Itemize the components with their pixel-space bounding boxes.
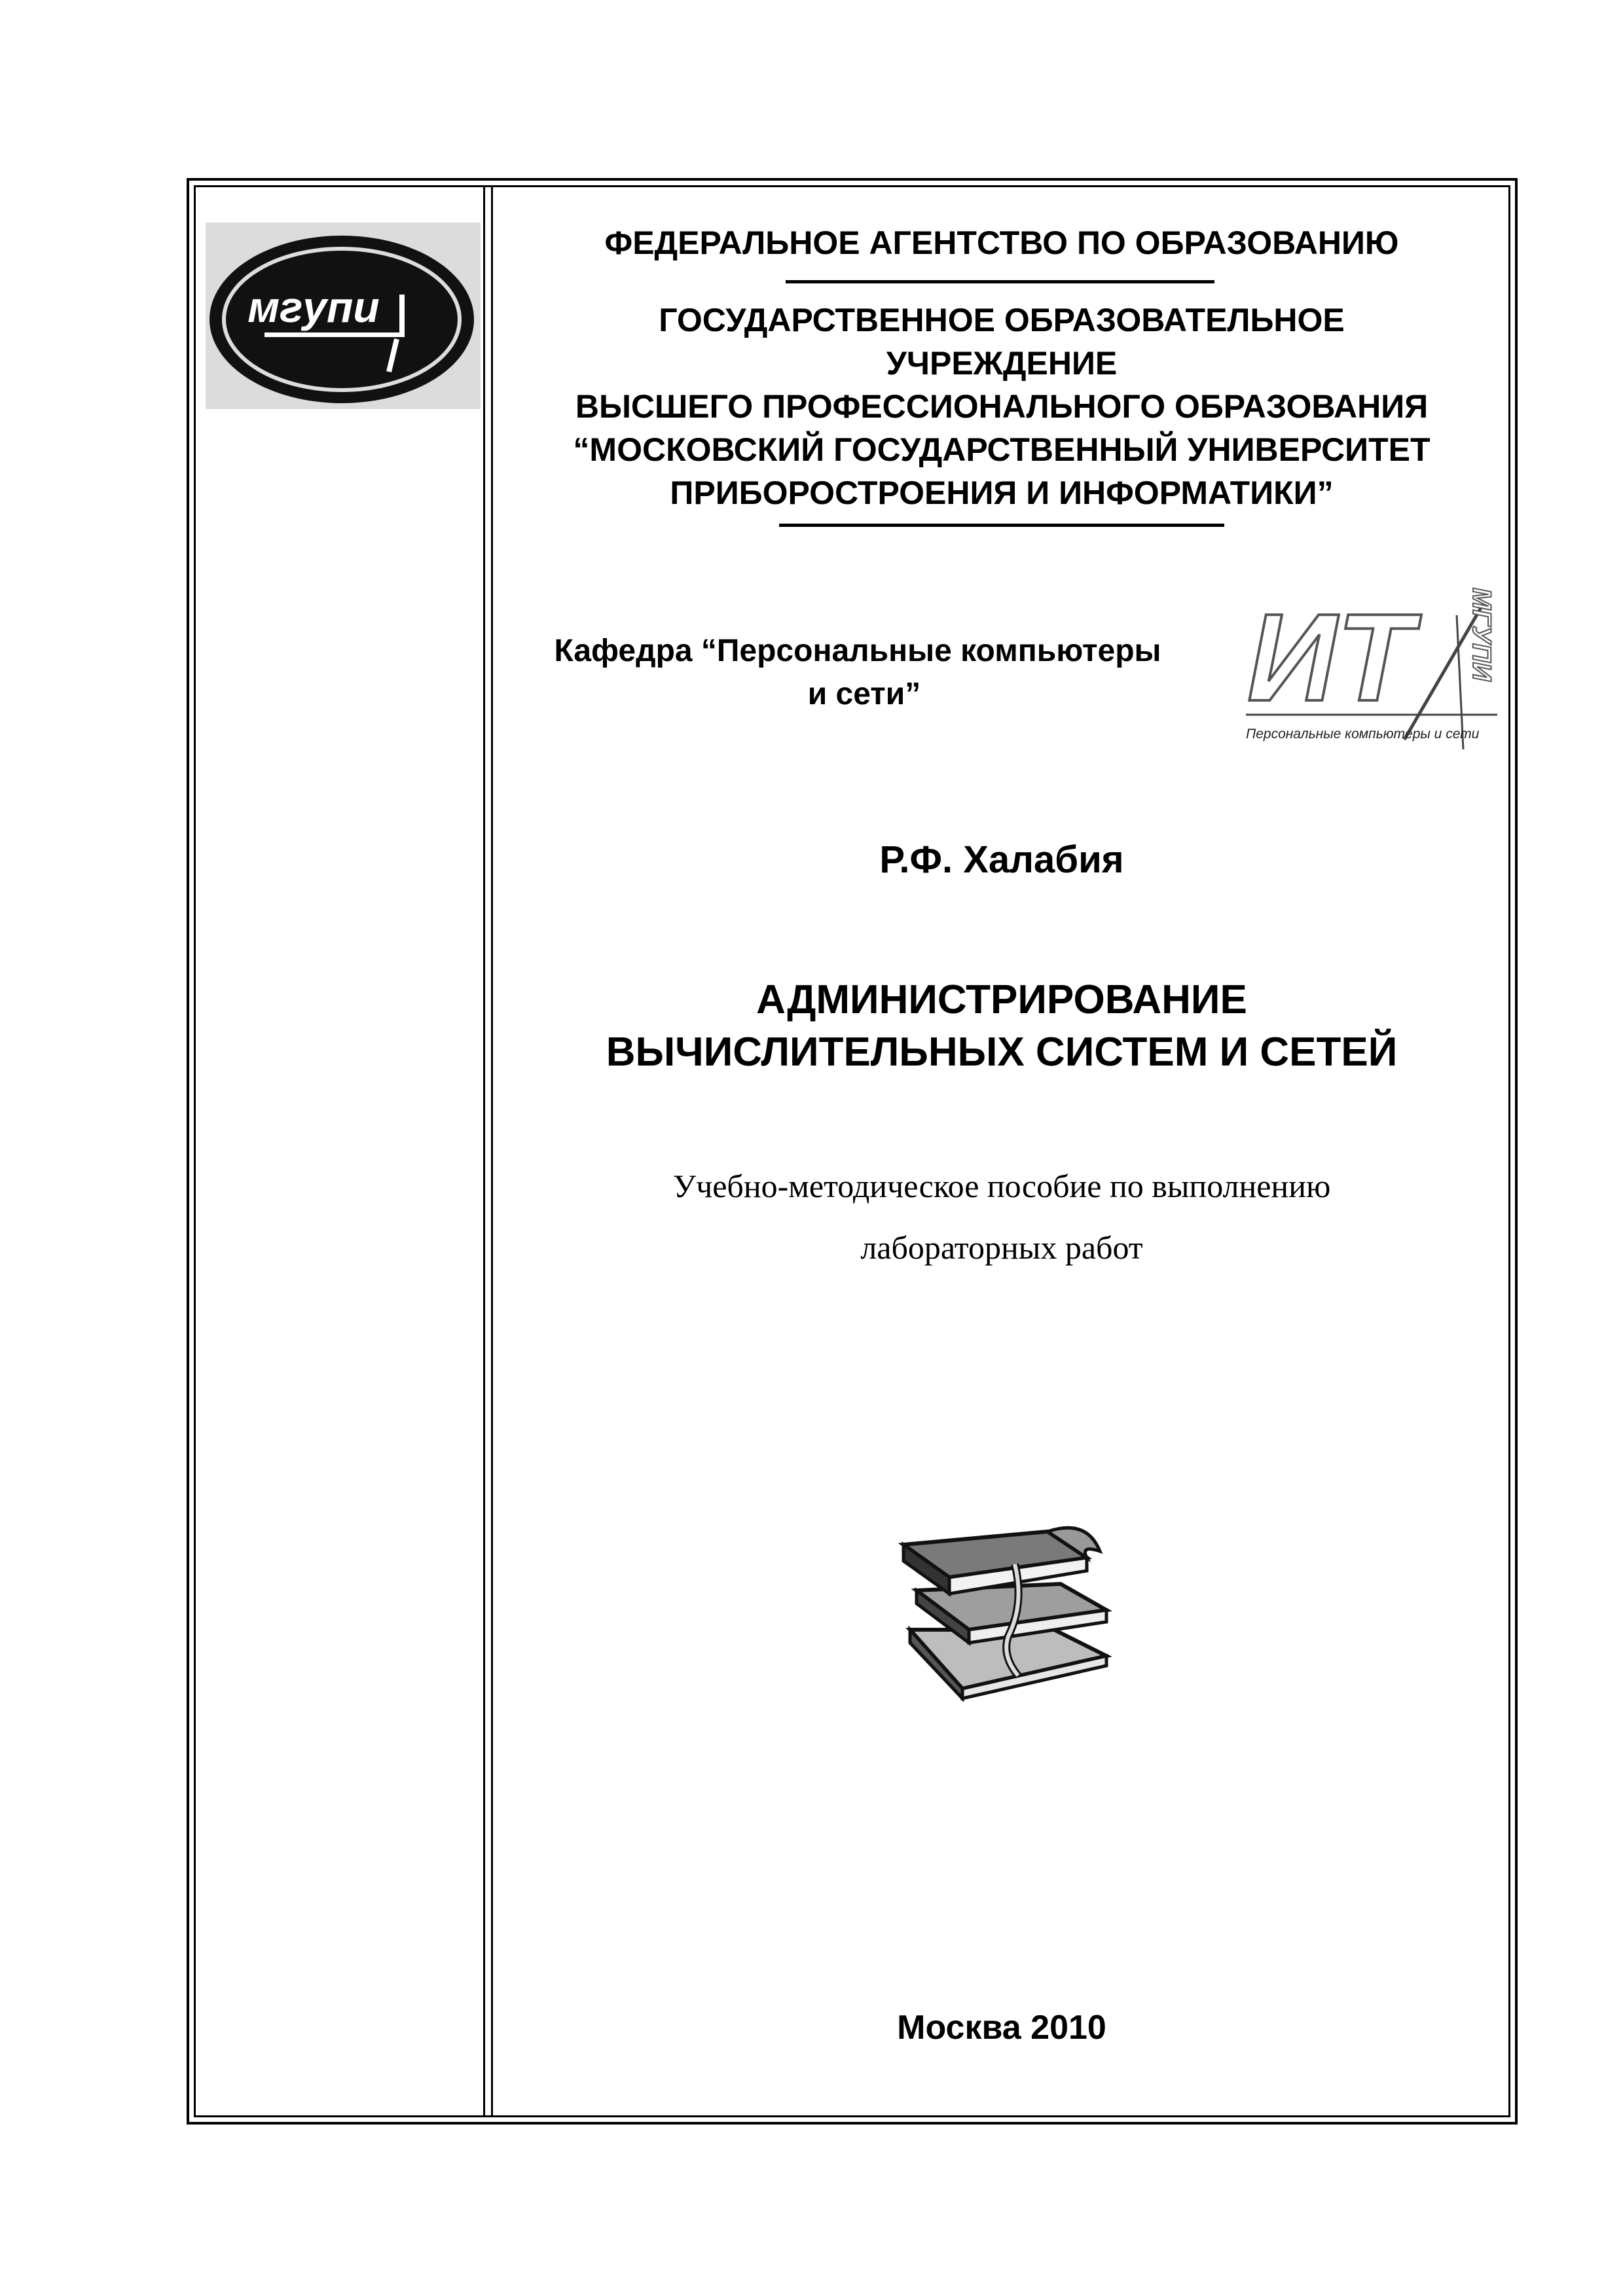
agency-name: ФЕДЕРАЛЬНОЕ АГЕНТСТВО ПО ОБРАЗОВАНИЮ	[604, 224, 1399, 261]
books-illustration	[890, 1505, 1126, 1702]
mgupi-logo-icon	[206, 223, 481, 409]
frame-divider	[491, 185, 493, 2117]
city-year: Москва 2010	[897, 2009, 1106, 2047]
it-letters: ИТ	[1247, 588, 1413, 727]
author-name: Р.Ф. Халабия	[879, 838, 1124, 881]
institution-name	[498, 298, 1506, 514]
header-rule	[779, 524, 1224, 527]
logo-text: мгупи	[247, 283, 380, 331]
institution-line: ГОСУДАРСТВЕННОЕ ОБРАЗОВАТЕЛЬНОЕ	[659, 302, 1345, 338]
books-stack-icon	[890, 1505, 1126, 1702]
it-caption: Персональные компьютеры и сети	[1246, 726, 1480, 742]
department-logo	[1241, 576, 1503, 753]
document-subtitle: Учебно-методическое пособие по выполнению лабораторных работ	[672, 1168, 1331, 1266]
university-logo	[206, 223, 481, 409]
header-rule	[786, 280, 1214, 283]
department-name: Кафедра “Персональные компьютеры и сети”	[554, 634, 1161, 711]
institution-line: ПРИБОРОСТРОЕНИЯ И ИНФОРМАТИКИ”	[670, 475, 1334, 511]
frame-divider	[483, 185, 485, 2117]
institution-line: “МОСКОВСКИЙ ГОСУДАРСТВЕННЫЙ УНИВЕРСИТЕТ	[573, 431, 1431, 468]
document-title: АДМИНИСТРИРОВАНИЕ ВЫЧИСЛИТЕЛЬНЫХ СИСТЕМ И СЕТЕЙ	[606, 977, 1398, 1075]
it-side-text: МГУПИ	[1467, 588, 1496, 681]
institution-line: УЧРЕЖДЕНИЕ	[886, 345, 1118, 382]
institution-line: ВЫСШЕГО ПРОФЕССИОНАЛЬНОГО ОБРАЗОВАНИЯ	[575, 388, 1429, 425]
it-department-logo-icon	[1241, 576, 1503, 753]
